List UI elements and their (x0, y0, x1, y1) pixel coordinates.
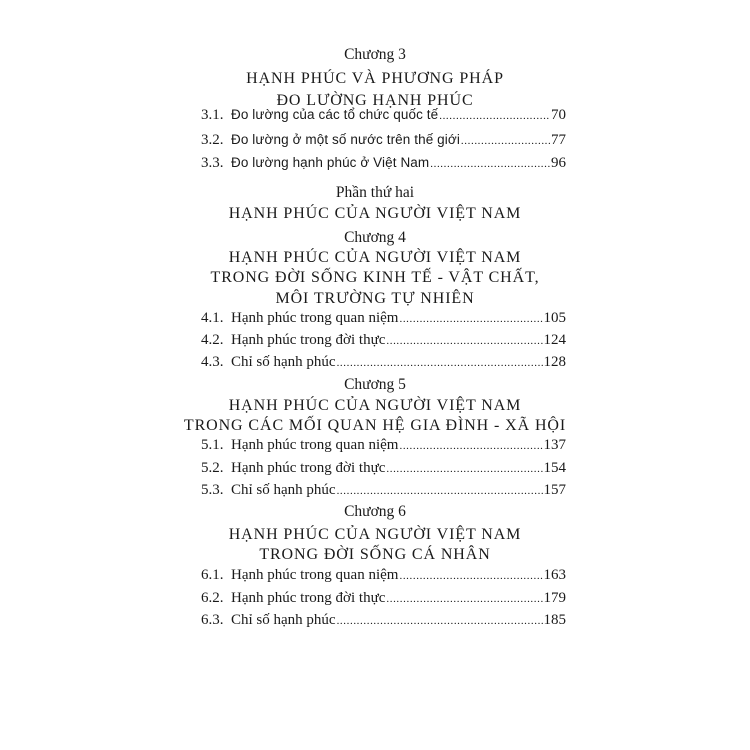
dot-leader (399, 437, 542, 452)
dot-leader (386, 460, 542, 475)
chapter-4-title-line-1: HẠNH PHÚC CỦA NGƯỜI VIỆT NAM (228, 249, 522, 266)
toc-entry-3-2[interactable] (201, 132, 566, 152)
chapter-3-heading: Chương 3 (344, 46, 406, 63)
chapter-3-title-line-2: ĐO LƯỜNG HẠNH PHÚC (276, 92, 474, 109)
entry-number: 6.2. (201, 590, 224, 606)
entry-page-number: 179 (543, 590, 566, 606)
entry-number: 4.1. (201, 310, 224, 326)
chapter-5-title-line-2: TRONG CÁC MỐI QUAN HỆ GIA ĐÌNH - XÃ HỘI (183, 417, 567, 434)
toc-entry-5-1[interactable] (201, 437, 566, 457)
entry-label: Chỉ số hạnh phúc (231, 482, 336, 498)
entry-page-number: 185 (543, 612, 566, 628)
entry-number: 3.2. (201, 132, 224, 148)
toc-entry-4-3[interactable] (201, 354, 566, 374)
entry-number: 5.1. (201, 437, 224, 453)
entry-page-number: 96 (551, 155, 566, 171)
entry-label: Đo lường của các tổ chức quốc tế (231, 107, 439, 122)
entry-label: Hạnh phúc trong quan niệm (231, 437, 399, 453)
toc-entry-5-2[interactable] (201, 460, 566, 480)
entry-number: 3.3. (201, 155, 224, 171)
dot-leader (399, 567, 542, 582)
entry-label: Hạnh phúc trong quan niệm (231, 567, 399, 583)
dot-leader (430, 155, 550, 170)
entry-page-number: 105 (543, 310, 566, 326)
toc-entry-3-3[interactable] (201, 155, 566, 175)
entry-number: 4.3. (201, 354, 224, 370)
entry-label: Chỉ số hạnh phúc (231, 354, 336, 370)
chapter-5-heading: Chương 5 (344, 376, 406, 393)
chapter-6-heading: Chương 6 (344, 503, 406, 520)
entry-page-number: 137 (543, 437, 566, 453)
chapter-4-title-line-2: TRONG ĐỜI SỐNG KINH TẾ - VẬT CHẤT, (210, 269, 540, 286)
entry-page-number: 128 (543, 354, 566, 370)
dot-leader (399, 310, 542, 325)
entry-label: Đo lường hạnh phúc ở Việt Nam (231, 155, 430, 170)
entry-label: Hạnh phúc trong đời thực (231, 332, 386, 348)
dot-leader (337, 482, 543, 497)
toc-entry-6-2[interactable] (201, 590, 566, 610)
dot-leader (461, 132, 550, 147)
part-2-title: HẠNH PHÚC CỦA NGƯỜI VIỆT NAM (228, 205, 522, 222)
toc-entry-3-1[interactable] (201, 107, 566, 127)
dot-leader (439, 107, 550, 122)
entry-label: Đo lường ở một số nước trên thế giới (231, 132, 460, 147)
entry-number: 6.1. (201, 567, 224, 583)
entry-page-number: 70 (551, 107, 566, 123)
entry-page-number: 154 (543, 460, 566, 476)
entry-page-number: 124 (543, 332, 566, 348)
entry-number: 4.2. (201, 332, 224, 348)
chapter-6-title-line-2: TRONG ĐỜI SỐNG CÁ NHÂN (259, 546, 491, 563)
entry-label: Hạnh phúc trong đời thực (231, 590, 386, 606)
toc-entry-6-3[interactable] (201, 612, 566, 632)
entry-label: Hạnh phúc trong đời thực (231, 460, 386, 476)
chapter-6-title-line-1: HẠNH PHÚC CỦA NGƯỜI VIỆT NAM (228, 526, 522, 543)
chapter-3-title-line-1: HẠNH PHÚC VÀ PHƯƠNG PHÁP (246, 70, 504, 87)
entry-label: Hạnh phúc trong quan niệm (231, 310, 399, 326)
entry-number: 6.3. (201, 612, 224, 628)
toc-entry-6-1[interactable] (201, 567, 566, 587)
toc-entry-4-1[interactable] (201, 310, 566, 330)
dot-leader (386, 332, 542, 347)
toc-entry-5-3[interactable] (201, 482, 566, 502)
entry-number: 3.1. (201, 107, 224, 123)
entry-number: 5.3. (201, 482, 224, 498)
dot-leader (337, 354, 543, 369)
dot-leader (337, 612, 543, 627)
entry-page-number: 163 (543, 567, 566, 583)
entry-number: 5.2. (201, 460, 224, 476)
toc-entry-4-2[interactable] (201, 332, 566, 352)
dot-leader (386, 590, 542, 605)
chapter-4-heading: Chương 4 (344, 229, 406, 246)
entry-label: Chỉ số hạnh phúc (231, 612, 336, 628)
chapter-4-title-line-3: MÔI TRƯỜNG TỰ NHIÊN (275, 290, 475, 307)
chapter-5-title-line-1: HẠNH PHÚC CỦA NGƯỜI VIỆT NAM (228, 397, 522, 414)
part-2-heading: Phần thứ hai (335, 184, 415, 201)
entry-page-number: 77 (551, 132, 566, 148)
entry-page-number: 157 (543, 482, 566, 498)
